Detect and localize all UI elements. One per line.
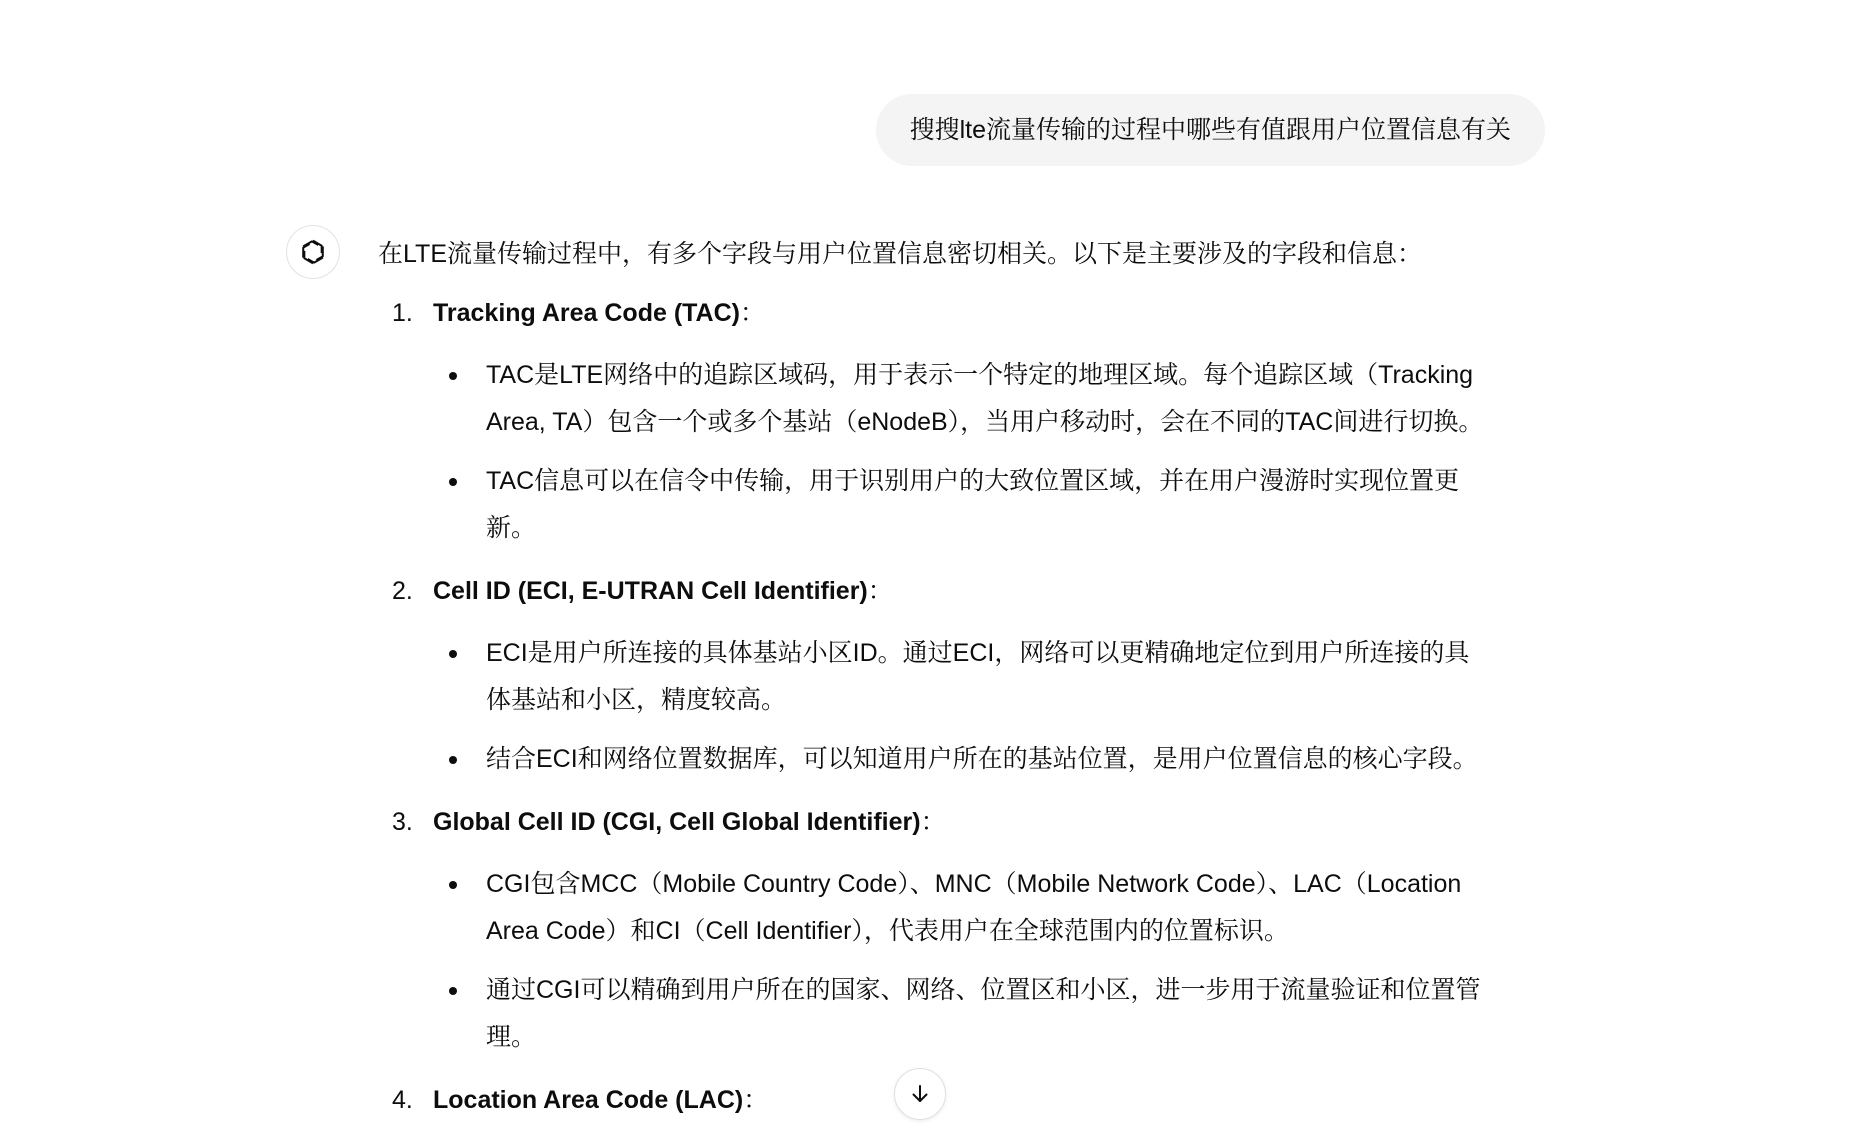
- user-message-text: 搜搜lte流量传输的过程中哪些有值跟用户位置信息有关: [909, 115, 1511, 144]
- openai-logo-icon: [297, 236, 329, 268]
- list-item-number: 3.: [392, 808, 413, 836]
- assistant-avatar: [286, 225, 340, 279]
- scroll-to-bottom-button[interactable]: [894, 1068, 946, 1120]
- list-item-number: 2.: [392, 577, 413, 605]
- bullet-item: TAC信息可以在信令中传输，用于识别用户的大致位置区域，并在用户漫游时实现位置更新。: [433, 458, 1486, 552]
- list-item: [378, 571, 1558, 783]
- list-item: [378, 293, 1558, 552]
- assistant-message: [378, 234, 1558, 1120]
- list-item-suffix: ：: [920, 808, 946, 836]
- bullet-list: [433, 861, 1558, 1061]
- list-item: [378, 802, 1558, 1061]
- bullet-item: CGI包含MCC（Mobile Country Code）、MNC（Mobile Network Code）、LAC（Location Area Code）和CI（Cell Identifier），代表用户在全球范围内的位置标识。: [433, 861, 1486, 955]
- list-item-title: Cell ID (ECI, E-UTRAN Cell Identifier): [433, 577, 868, 605]
- bullet-list: [433, 352, 1558, 552]
- bullet-item: TAC是LTE网络中的追踪区域码，用于表示一个特定的地理区域。每个追踪区域（Tracking Area, TA）包含一个或多个基站（eNodeB），当用户移动时，会在不同的TAC间进行切换。: [433, 352, 1486, 446]
- list-item-title: Location Area Code (LAC): [433, 1086, 744, 1114]
- arrow-down-icon: [908, 1082, 932, 1106]
- assistant-intro: 在LTE流量传输过程中，有多个字段与用户位置信息密切相关。以下是主要涉及的字段和信息：: [378, 240, 1422, 268]
- list-item-number: 4.: [392, 1086, 413, 1114]
- user-message-bubble: [876, 94, 1545, 166]
- bullet-list: [433, 630, 1558, 783]
- bullet-item: ECI是用户所连接的具体基站小区ID。通过ECI，网络可以更精确地定位到用户所连接的具体基站和小区，精度较高。: [433, 630, 1486, 724]
- list-item-suffix: ：: [867, 577, 893, 605]
- list-item-suffix: ：: [740, 299, 766, 327]
- bullet-item: 结合ECI和网络位置数据库，可以知道用户所在的基站位置，是用户位置信息的核心字段。: [433, 736, 1486, 783]
- list-item-title: Global Cell ID (CGI, Cell Global Identifier): [433, 808, 921, 836]
- list-item-title: Tracking Area Code (TAC): [433, 299, 740, 327]
- bullet-item: 通过CGI可以精确到用户所在的国家、网络、位置区和小区，进一步用于流量验证和位置管理。: [433, 967, 1486, 1061]
- list-item-number: 1.: [392, 299, 413, 327]
- list-item-suffix: ：: [743, 1086, 769, 1114]
- list-item: [378, 1080, 1558, 1120]
